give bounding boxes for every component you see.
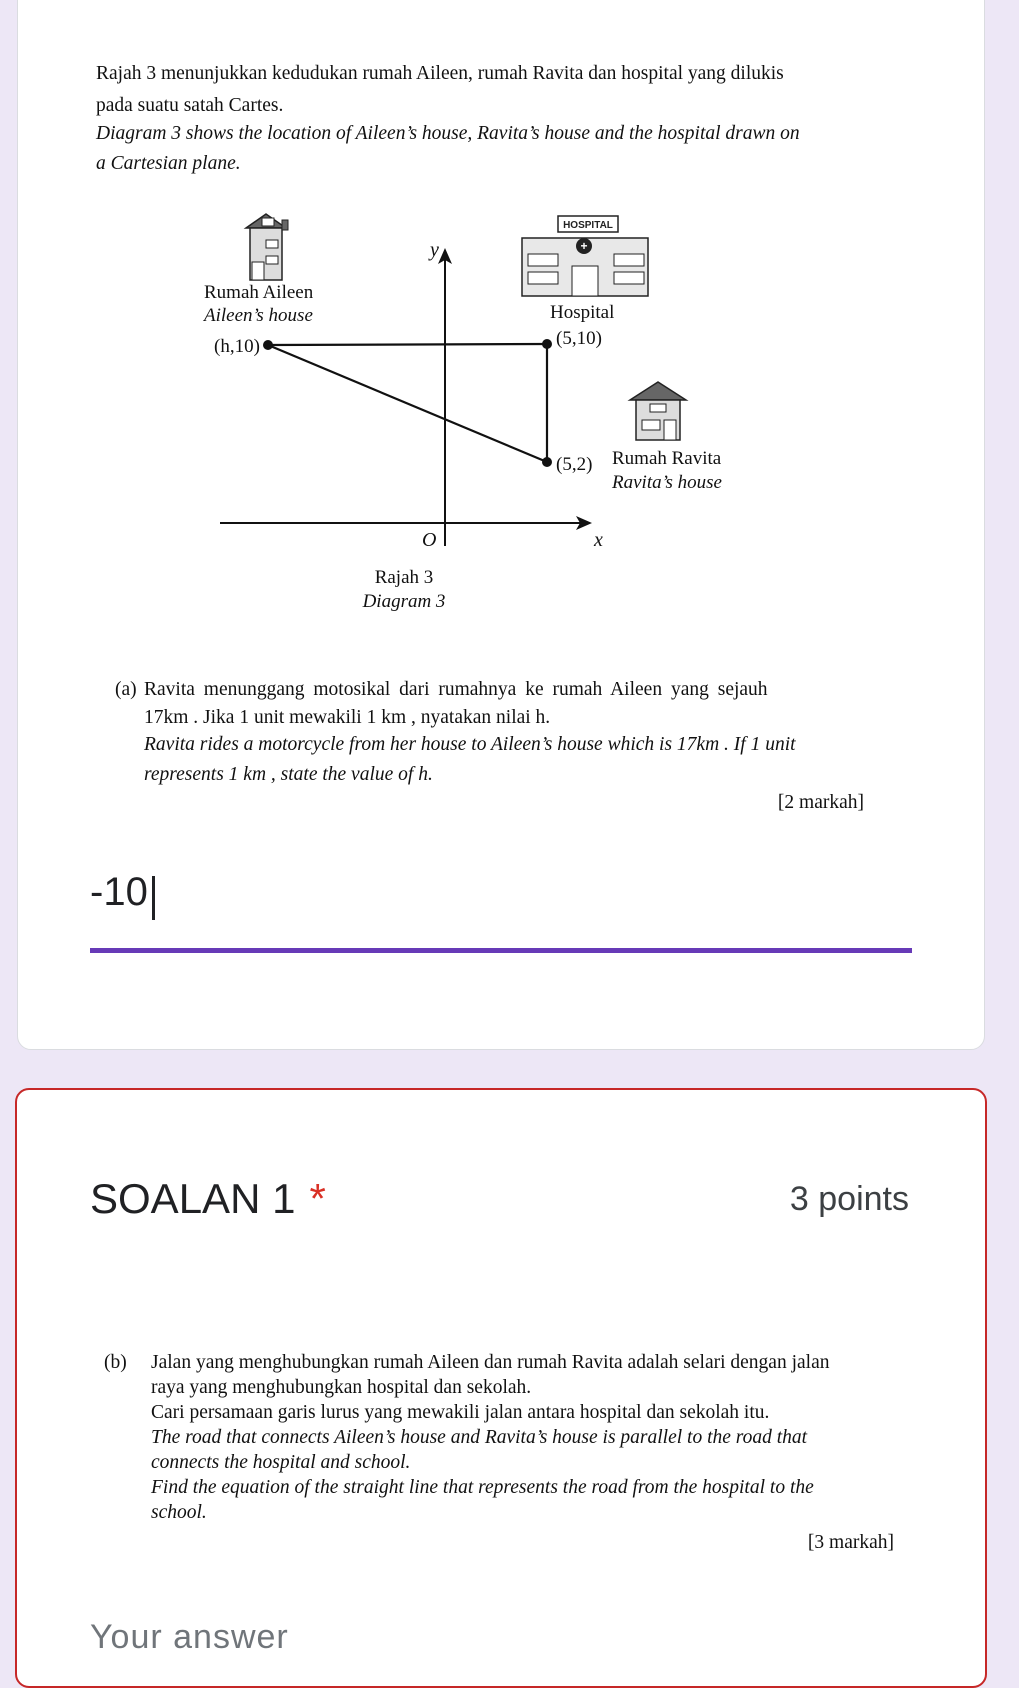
question-title-text: SOALAN 1	[90, 1175, 296, 1222]
question-b-marks: [3 markah]	[807, 1532, 894, 1553]
question-b-english-line1: The road that connects Aileen’s house and Ravita’s house is parallel to the road that	[151, 1427, 808, 1448]
hospital-label: Hospital	[550, 302, 615, 323]
intro-text-english-line2: a Cartesian plane.	[96, 153, 241, 174]
answer-input-b[interactable]: Your answer	[90, 1618, 289, 1656]
line-aileen-ravita	[268, 345, 547, 462]
question-points: 3 points	[789, 1180, 909, 1218]
question-title	[90, 1175, 326, 1223]
intro-text-malay-line1: Rajah 3 menunjukkan kedudukan rumah Aileen, rumah Ravita dan hospital yang dilukis	[96, 63, 784, 84]
diagram-caption-english: Diagram 3	[362, 591, 446, 612]
question-b-english-line4: school.	[151, 1502, 207, 1523]
aileen-house-icon	[246, 214, 288, 280]
question-b-english-line2: connects the hospital and school.	[151, 1452, 411, 1473]
y-axis-label: y	[430, 239, 439, 261]
aileen-coordinate: (h,10)	[214, 336, 260, 357]
ravita-label-malay: Rumah Ravita	[612, 448, 722, 469]
diagram-caption-malay: Rajah 3	[374, 567, 434, 588]
svg-text:+: +	[580, 239, 588, 253]
answer-input-a[interactable]: -10	[90, 870, 148, 914]
hospital-sign-text: HOSPITAL	[563, 220, 613, 231]
question-b-malay-line2: raya yang menghubungkan hospital dan sekolah.	[151, 1377, 532, 1398]
question-a-malay-line1: Ravita menunggang motosikal dari rumahnya ke rumah Aileen yang sejauh	[144, 679, 768, 700]
question-b-label: (b)	[104, 1352, 127, 1373]
x-axis-label: x	[594, 529, 603, 551]
ravita-house-icon	[630, 382, 686, 440]
hospital-icon	[522, 216, 648, 296]
ravita-label-english: Ravita’s house	[612, 472, 722, 493]
aileen-label-english: Aileen’s house	[204, 305, 313, 326]
question-a-marks: [2 markah]	[777, 792, 864, 813]
origin-label: O	[422, 529, 437, 551]
question-a-malay-line2: 17km . Jika 1 unit mewakili 1 km , nyatakan nilai h.	[144, 707, 551, 728]
required-marker: *	[309, 1175, 326, 1222]
text-caret	[152, 876, 155, 920]
question-b-english-line3: Find the equation of the straight line that represents the road from the hospital to the	[151, 1477, 814, 1498]
intro-text-english-line1: Diagram 3 shows the location of Aileen’s house, Ravita’s house and the hospital drawn on	[96, 123, 800, 144]
question-a-english-line2: represents 1 km , state the value of h.	[144, 764, 433, 785]
point-hospital	[542, 339, 552, 349]
hospital-coordinate: (5,10)	[556, 328, 602, 349]
point-ravita	[542, 457, 552, 467]
question-b-malay-line3: Cari persamaan garis lurus yang mewakili jalan antara hospital dan sekolah itu.	[151, 1402, 770, 1423]
answer-underline-focused	[90, 948, 912, 953]
question-b-malay-line1: Jalan yang menghubungkan rumah Aileen dan rumah Ravita adalah selari dengan jalan	[151, 1352, 830, 1373]
intro-text-malay-line2: pada suatu satah Cartes.	[96, 95, 284, 116]
line-aileen-hospital	[268, 344, 547, 345]
diagram-cartesian-plane	[200, 210, 800, 650]
question-a-label: (a)	[115, 679, 137, 700]
ravita-coordinate: (5,2)	[556, 454, 593, 475]
point-aileen	[263, 340, 273, 350]
aileen-label-malay: Rumah Aileen	[204, 282, 314, 303]
question-a-english-line1: Ravita rides a motorcycle from her house to Aileen’s house which is 17km . If 1 unit	[144, 734, 796, 755]
answer-field-a[interactable]	[90, 870, 912, 950]
